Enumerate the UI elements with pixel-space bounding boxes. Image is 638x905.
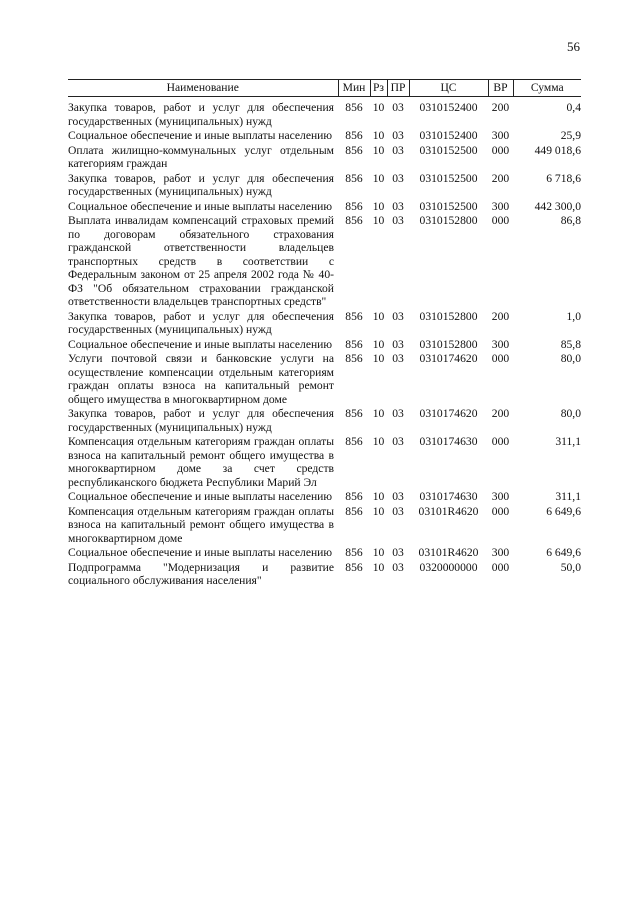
cell-cs: 0310152400 [419, 129, 478, 142]
cell-rz: 10 [372, 214, 385, 227]
cell-rz: 10 [372, 309, 385, 323]
cell-vr: 300 [491, 490, 510, 503]
table-header-row [68, 80, 581, 97]
cell-sum: 6 649,6 [546, 504, 581, 518]
table-row [68, 546, 581, 561]
cell-rz: 10 [372, 101, 385, 114]
cell-pr: 03 [392, 407, 404, 420]
cell-sum: 80,0 [560, 407, 581, 420]
cell-cs: 0310152800 [419, 337, 478, 351]
cell-cs: 0320000000 [419, 560, 478, 574]
cell-rz: 10 [372, 504, 385, 518]
cell-name: Социальное обеспечение и иные выплаты населению [68, 490, 333, 503]
cell-rz: 10 [372, 171, 385, 185]
cell-vr: 000 [491, 504, 510, 518]
cell-pr: 03 [392, 214, 404, 227]
table-row [68, 101, 581, 129]
cell-name: Подпрограмма "Модернизация и развитие социального обслуживания населения" [68, 560, 334, 587]
table-row [68, 172, 581, 200]
cell-min: 856 [345, 337, 363, 351]
table-row [68, 129, 581, 144]
cell-vr: 200 [491, 407, 510, 420]
cell-cs: 0310152500 [419, 171, 478, 185]
cell-sum: 80,0 [560, 352, 581, 365]
cell-name: Социальное обеспечение и иные выплаты населению [68, 199, 333, 213]
page-number: 56 [567, 39, 580, 54]
header-pr: ПР [387, 80, 409, 97]
cell-cs: 0310152800 [419, 214, 478, 227]
cell-cs: 0310152500 [419, 199, 478, 213]
cell-name: Социальное обеспечение и иные выплаты населению [68, 337, 333, 351]
cell-sum: 6 649,6 [546, 546, 581, 559]
cell-pr: 03 [392, 129, 404, 142]
cell-vr: 000 [491, 560, 510, 574]
table-row [68, 338, 581, 353]
cell-cs: 03101R4620 [418, 504, 479, 518]
table-row [68, 214, 581, 310]
cell-pr: 03 [392, 101, 404, 114]
cell-rz: 10 [372, 546, 385, 559]
cell-pr: 03 [392, 560, 404, 574]
cell-sum: 85,8 [560, 337, 581, 351]
cell-min: 856 [345, 171, 363, 185]
cell-name: Компенсация отдельным категориям граждан оплаты взноса на капитальный ремонт общего имущества в многоквартирном доме [68, 504, 334, 545]
cell-min: 856 [345, 199, 363, 213]
cell-pr: 03 [392, 199, 404, 213]
cell-vr: 000 [491, 214, 510, 227]
cell-pr: 03 [392, 171, 404, 185]
cell-sum: 86,8 [560, 214, 581, 227]
cell-sum: 50,0 [560, 560, 581, 574]
cell-name: Оплата жилищно-коммунальных услуг отдельным категориям граждан [68, 143, 334, 170]
table-row [68, 200, 581, 215]
table-row [68, 490, 581, 505]
cell-vr: 000 [491, 435, 510, 448]
header-min: Мин [338, 80, 370, 97]
cell-pr: 03 [392, 337, 404, 351]
table-row [68, 561, 581, 589]
cell-pr: 03 [392, 546, 404, 559]
cell-sum: 449 018,6 [534, 143, 581, 157]
cell-vr: 200 [491, 309, 510, 323]
table-row [68, 505, 581, 547]
cell-sum: 25,9 [560, 129, 581, 142]
table-body [68, 101, 581, 589]
cell-cs: 0310174630 [419, 435, 478, 448]
cell-vr: 200 [491, 101, 510, 114]
header-rz: Рз [370, 80, 387, 97]
cell-min: 856 [345, 490, 363, 503]
cell-min: 856 [345, 101, 363, 114]
cell-min: 856 [345, 546, 363, 559]
cell-pr: 03 [392, 504, 404, 518]
cell-min: 856 [345, 309, 363, 323]
table-row [68, 144, 581, 172]
header-vr: ВР [488, 80, 513, 97]
cell-name: Услуги почтовой связи и банковские услуги на осуществление компенсации отдельным категориям граждан оплаты взноса на капитальный ремонт общего имущества в многоквартирном доме [68, 352, 334, 406]
cell-pr: 03 [392, 352, 404, 365]
cell-min: 856 [345, 560, 363, 574]
header-sum: Сумма [513, 80, 581, 97]
cell-sum: 1,0 [566, 309, 581, 323]
cell-name: Закупка товаров, работ и услуг для обеспечения государственных (муниципальных) нужд [68, 309, 334, 336]
table-row [68, 435, 581, 490]
cell-vr: 200 [491, 171, 510, 185]
cell-name: Закупка товаров, работ и услуг для обеспечения государственных (муниципальных) нужд [68, 407, 334, 434]
cell-rz: 10 [372, 143, 385, 157]
cell-pr: 03 [392, 143, 404, 157]
cell-rz: 10 [372, 352, 385, 365]
cell-sum: 442 300,0 [534, 199, 581, 213]
cell-pr: 03 [392, 309, 404, 323]
cell-rz: 10 [372, 129, 385, 142]
cell-name: Социальное обеспечение и иные выплаты населению [68, 546, 333, 559]
cell-name: Компенсация отдельным категориям граждан оплаты взноса на капитальный ремонт общего имущества в многоквартирном доме за счет средств республиканского бюджета Республики Марий Эл [68, 435, 334, 489]
cell-name: Социальное обеспечение и иные выплаты населению [68, 129, 333, 142]
cell-min: 856 [345, 352, 363, 365]
cell-vr: 300 [491, 337, 510, 351]
cell-min: 856 [345, 129, 363, 142]
cell-min: 856 [345, 143, 363, 157]
cell-cs: 0310174630 [419, 490, 478, 503]
header-cs: ЦС [409, 80, 488, 97]
table-row [68, 310, 581, 338]
cell-rz: 10 [372, 560, 385, 574]
cell-cs: 0310152800 [419, 309, 478, 323]
cell-sum: 311,1 [555, 490, 581, 503]
cell-name: Закупка товаров, работ и услуг для обеспечения государственных (муниципальных) нужд [68, 171, 334, 198]
cell-vr: 300 [491, 546, 510, 559]
cell-rz: 10 [372, 199, 385, 213]
cell-sum: 6 718,6 [546, 171, 581, 185]
cell-vr: 300 [491, 199, 510, 213]
cell-pr: 03 [392, 435, 404, 448]
cell-min: 856 [345, 214, 363, 227]
table-row [68, 407, 581, 435]
cell-sum: 311,1 [555, 435, 581, 448]
cell-vr: 000 [491, 143, 510, 157]
cell-rz: 10 [372, 407, 385, 420]
cell-vr: 300 [491, 129, 510, 142]
cell-sum: 0,4 [566, 101, 581, 114]
cell-cs: 0310174620 [419, 407, 478, 420]
header-name: Наименование [68, 80, 338, 97]
budget-table [68, 79, 581, 589]
cell-vr: 000 [491, 352, 510, 365]
cell-min: 856 [345, 407, 363, 420]
cell-cs: 0310174620 [419, 352, 478, 365]
cell-cs: 0310152400 [419, 101, 478, 114]
cell-pr: 03 [392, 490, 404, 503]
cell-name: Выплата инвалидам компенсаций страховых премий по договорам обязательного страхования гражданской ответственности владельцев транспортных средств в соответствии с Федеральным законом от 25 апреля 2002 года № 40-ФЗ "Об обязательном страховании гражданской ответственности владельцев транспортных средств" [68, 214, 334, 308]
cell-cs: 03101R4620 [418, 546, 479, 559]
table-row [68, 352, 581, 407]
cell-rz: 10 [372, 490, 385, 503]
cell-rz: 10 [372, 337, 385, 351]
cell-min: 856 [345, 435, 363, 448]
cell-name: Закупка товаров, работ и услуг для обеспечения государственных (муниципальных) нужд [68, 101, 334, 128]
cell-cs: 0310152500 [419, 143, 478, 157]
cell-rz: 10 [372, 435, 385, 448]
cell-min: 856 [345, 504, 363, 518]
